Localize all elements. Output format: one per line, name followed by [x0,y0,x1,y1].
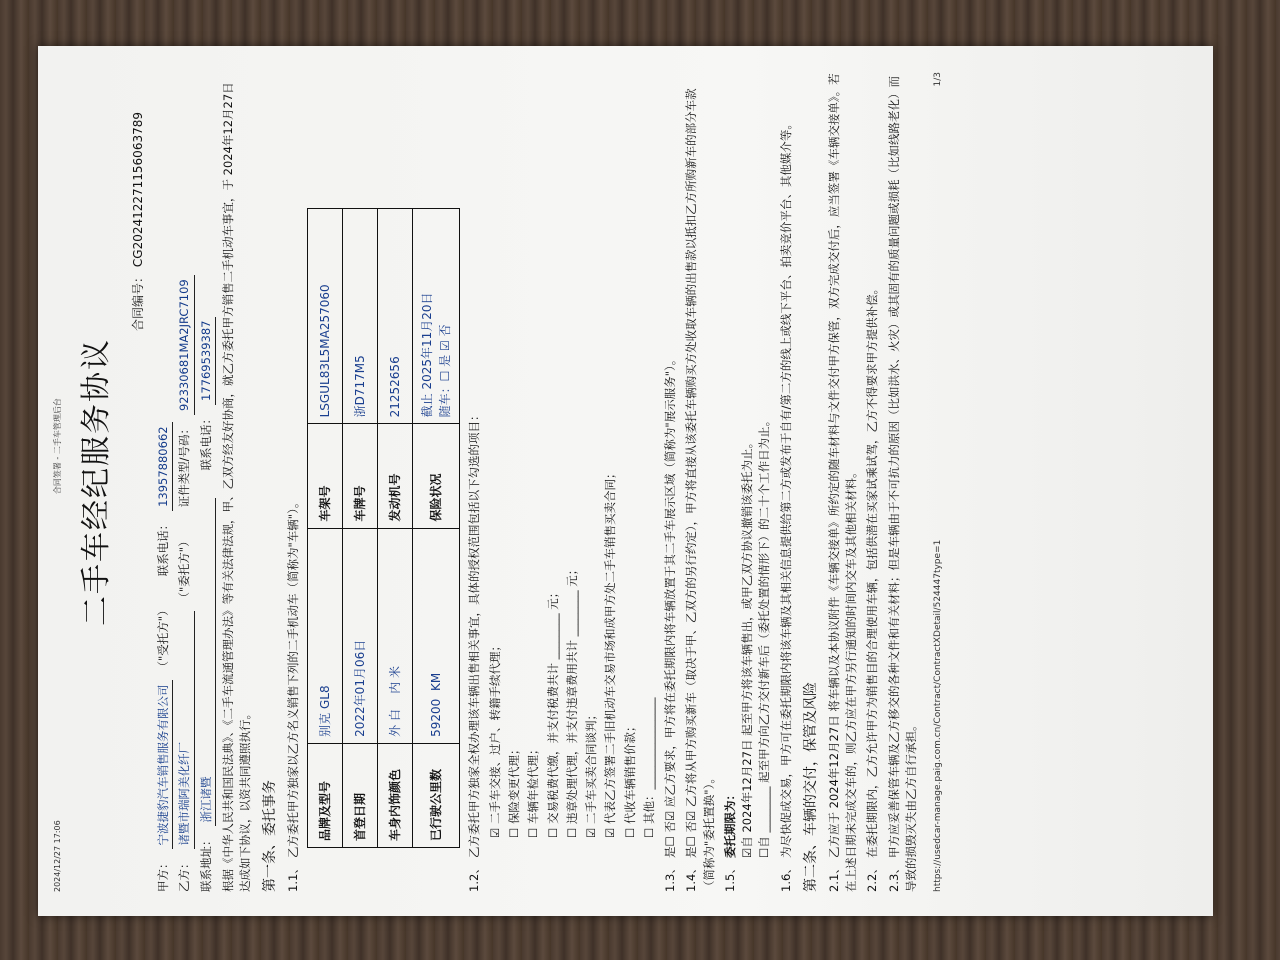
party-b-label: 乙方： [177,857,192,892]
article-1-title: 第一条、委托事务 [262,780,279,892]
checkbox-icon: ☑ [487,827,502,838]
checkbox-icon: ☑ [584,827,598,838]
clause-text: 乙方委托甲方独家全权办理该车辆出售相关事宜，具体的授权范围包括以下勾选的项目： [466,409,481,858]
checkbox-icon: ☑ [603,827,618,838]
plate-value: 浙D717M5 [342,209,377,424]
option-text: 代收车辆销售价款； [622,720,637,825]
clause-text: 为尽快促成交易，甲方可在委托期限内将该车辆及其相关信息提供给第二方或发布于自有/第二方的线上或线下平台、拍卖竞价平台、其他媒介等。 [778,118,793,858]
authorization-option [622,72,639,838]
contract-number-value: CG20241227115606378​9 [131,112,145,268]
clause-text: 乙方应于 2024年12月27日 将车辆以及本协议附件《车辆交接单》所约定的随车材料与文件交付甲方保管，双方完成交付后，应当签署《车辆交接单》。若在上述日期未完成交车的，则乙方应在甲方另行通知的时间内交车及其他相关材料。 [826,73,858,892]
address-row [198,72,216,892]
checkbox-icon: ☐ [507,827,521,838]
clause-number: 1.4、 [684,862,699,892]
document-paper [38,46,1213,916]
print-timestamp: 2024/12/27 17:06 [53,820,62,892]
clause-title: 委托期限为： [722,789,737,858]
print-footer [932,72,946,892]
option-text: 交易税费代缴，并支付税费共计 ________ 元； [545,586,560,825]
option-text: 代表乙方签署二手旧机动车交易市场和成甲方处二手车销售买卖合同； [603,467,618,825]
color-interior: 内 米 [387,665,402,694]
clause-number: 2.2、 [865,862,880,892]
clause-number: 1.2、 [466,862,481,892]
authorization-option [583,72,600,838]
insurance-expiry: 截止 2025年11月20日 [419,292,434,418]
engine-value: 21252656 [377,209,412,424]
checkbox-icon: ☐ [622,827,637,838]
party-a-phone-label: 联系电话： [156,518,170,577]
clause-text: 甲方应妥善保管车辆及乙方移交的各种文件和有关材料；但是车辆由于不可抗力的原因（比如洪水、火灾）或其固有的质量问题或损耗（比如线路老化）而导致的损毁灭失由乙方自行承担。 [886,76,918,892]
print-url: https://usedcar-manage.paig.com.cn/Contract/ContractXDetail/524447type=1 [933,539,943,892]
contract-number-label: 合同编号： [131,270,145,331]
engine-label: 发动机号 [377,424,412,528]
party-b-id: 92330681MA2JRC7109 [176,275,194,415]
checkbox-icon: ☐ [526,827,541,838]
authorization-option [506,72,523,838]
party-b-phone: 17769539387 [198,317,216,405]
clause-2-2 [864,72,881,892]
party-a-phone: 13957880662 [155,422,173,510]
clause-1-1 [285,72,302,892]
mileage-value [412,528,459,743]
print-header-title: 合同签署 - 二手车管理后台 [53,398,62,495]
term-option-b: ☐自 ________ 起至甲方向乙方交付新车后（委托处置的情形下）的二十个工作日为止。 [757,414,772,858]
party-b-phone-label: 联系电话： [198,413,213,471]
clause-text: 在委托期限内，乙方允许甲方为销售目的合理使用车辆，包括供潜在买家试乘试驾，乙方不得要求甲方提供补偿。 [865,283,880,858]
authorization-options [487,72,658,892]
plate-label: 车牌号 [342,424,377,528]
mileage-label: 已行驶公里数 [412,743,459,847]
mileage-unit: KM [428,672,443,692]
checkbox-icon: ☐ [545,827,560,838]
party-a-label: 甲方： [156,857,170,892]
party-a-row [155,72,173,892]
option-text: 违章处理代理，并支付违章费用共计 ________ 元； [564,563,579,825]
option-text: 二手车交接、过户、转籍手续代理； [487,640,502,825]
authorization-option [641,72,658,838]
insurance-value [412,209,459,424]
party-b-row [176,72,194,892]
page-number: 1/3 [933,72,943,87]
brand-value: 别克 GL8 [307,528,342,743]
clause-text: 乙方委托甲方独家以乙方名义销售下列的二手机动车（简称为"车辆"）。 [286,496,301,858]
clause-2-3 [886,72,921,892]
clause-1-5 [722,72,774,892]
mileage-number: 59200 [428,698,443,737]
authorization-option [602,72,619,838]
option-text: 车辆年检代理； [526,743,541,825]
option-text: 保险变更代理； [507,743,521,825]
clause-2-1 [826,72,861,892]
vehicle-info-table [307,208,460,848]
address-label: 联系地址： [198,834,213,892]
party-b-id-label: 证件类型/号码： [177,423,192,508]
color-label: 车身内饰颜色 [377,743,412,847]
frame-label: 车架号 [307,424,342,528]
contract-number [129,72,147,892]
authorization-option [564,72,581,838]
clause-number: 2.1、 [826,862,841,892]
insurance-with-car: 随车：☐ 是 ☑ 否 [437,324,452,418]
brand-label: 品牌及型号 [307,743,342,847]
clause-number: 2.3、 [886,862,901,892]
checkbox-icon: ☐ [564,827,579,838]
checkbox-icon: ☐ [641,827,656,838]
clause-text: 是☐ 否☑ 应乙方要求，甲方将在委托期限内将车辆放置于其二手车展示区域（简称为"展示服务"）。 [663,353,677,858]
rotated-document [44,52,1204,912]
frame-value: LSGUL83L5MA257060 [307,209,342,424]
color-exterior: 外 白 [387,709,402,737]
authorization-option [545,72,562,838]
clause-number: 1.3、 [663,862,677,892]
document-title: 二手车经纪服务协议 [79,338,114,626]
party-a-name: 宁波捷豹汽车销售服务有限公司 [155,681,173,850]
insurance-label: 保险状况 [412,424,459,528]
clause-1-2 [466,72,483,892]
reg-date-value: 2022年01月06日 [342,528,377,743]
clause-number: 1.5、 [722,862,737,892]
article-2-title: 第二条、车辆的交付，保管及风险 [802,682,819,892]
option-text: 其他：________________ [641,697,656,825]
color-value [377,528,412,743]
address-value: 浙江诸暨 [198,499,216,827]
authorization-option [525,72,542,838]
party-a-role: （"受托方"） [156,604,170,673]
clause-number: 1.1、 [286,862,301,892]
print-header [52,72,66,892]
clause-text: 是☐ 否☑ 乙方将从甲方购买新车（取决于甲、乙双方的另行约定），甲方将直接从该委托车辆购买方处收取车辆的出售款以抵扣乙方所购新车的部分车款（简称为"委托置换"）。 [684,88,716,892]
party-b-role: （"委托方"） [177,535,192,604]
term-option-a: ☑自 2024年12月27日 起至甲方将该车辆售出，或甲乙双方协议撤销该委托为止。 [740,436,754,858]
clause-number: 1.6、 [778,862,793,892]
option-text: 二手车买卖合同谈判； [584,709,598,825]
clause-1-6 [778,72,795,892]
authorization-option [487,72,504,838]
party-b-name: 诸暨市瑞阿美化纤厂 [176,612,194,850]
reg-date-label: 首登日期 [342,743,377,847]
preamble: 根据《中华人民共和国民法典》、《二手车流通管理办法》等有关法律法规，甲、乙双方经友好协商，就乙方委托甲方销售二手机动车事宜，于 2024年12月27日 达成如下协议，以资共同遵照执行。 [220,82,252,892]
clause-1-3 [662,72,679,892]
clause-1-4 [683,72,718,892]
